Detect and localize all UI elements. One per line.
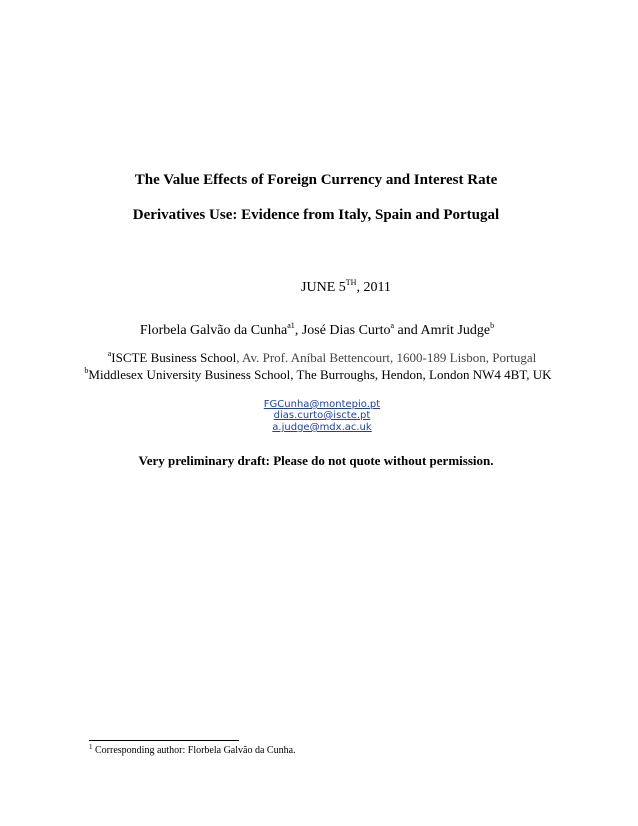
affiliation-a xyxy=(3,350,638,366)
date-suffix: , 2011 xyxy=(356,280,391,295)
email-link[interactable]: a.judge@mdx.ac.uk xyxy=(272,422,372,433)
email-link[interactable]: FGCunha@montepio.pt xyxy=(263,399,381,410)
footnote-text: Corresponding author: Florbela Galvão da Cunha. xyxy=(92,745,296,756)
author-separator: and xyxy=(394,323,421,338)
author-marker: b xyxy=(490,321,495,330)
author-name: Florbela Galvão da Cunha xyxy=(139,323,288,338)
affiliation-institution: ISCTE Business School xyxy=(111,350,237,365)
publication-date xyxy=(27,280,638,296)
affiliation-marker: a xyxy=(107,349,112,358)
draft-notice: Very preliminary draft: Please do not quote without permission. xyxy=(138,453,494,468)
footnote-marker: 1 xyxy=(89,743,93,751)
footnote xyxy=(89,745,296,756)
author-name: José Dias Curto xyxy=(301,323,391,338)
footnote-divider xyxy=(89,740,239,741)
paper-title-line-2: Derivatives Use: Evidence from Italy, Spain and Portugal xyxy=(132,207,500,223)
affiliation-institution: Middlesex University Business School, The Burroughs, Hendon, London NW4 4BT, UK xyxy=(88,367,552,382)
author-marker: a1 xyxy=(287,321,295,330)
date-prefix: JUNE 5 xyxy=(301,280,346,295)
author-name: Amrit Judge xyxy=(420,323,491,338)
author-marker: a xyxy=(390,321,395,330)
affiliation-marker: b xyxy=(84,366,89,375)
paper-title-line-1: The Value Effects of Foreign Currency and Interest Rate xyxy=(134,172,498,188)
email-row xyxy=(3,417,638,435)
author-separator: , xyxy=(294,323,302,338)
affiliation-b xyxy=(0,367,637,383)
author-list xyxy=(0,323,636,339)
email-link[interactable]: dias.curto@iscte.pt xyxy=(273,410,371,421)
date-superscript: TH xyxy=(345,278,357,287)
affiliation-address: , Av. Prof. Aníbal Bettencourt, 1600-189 Lisbon, Portugal xyxy=(236,350,537,365)
